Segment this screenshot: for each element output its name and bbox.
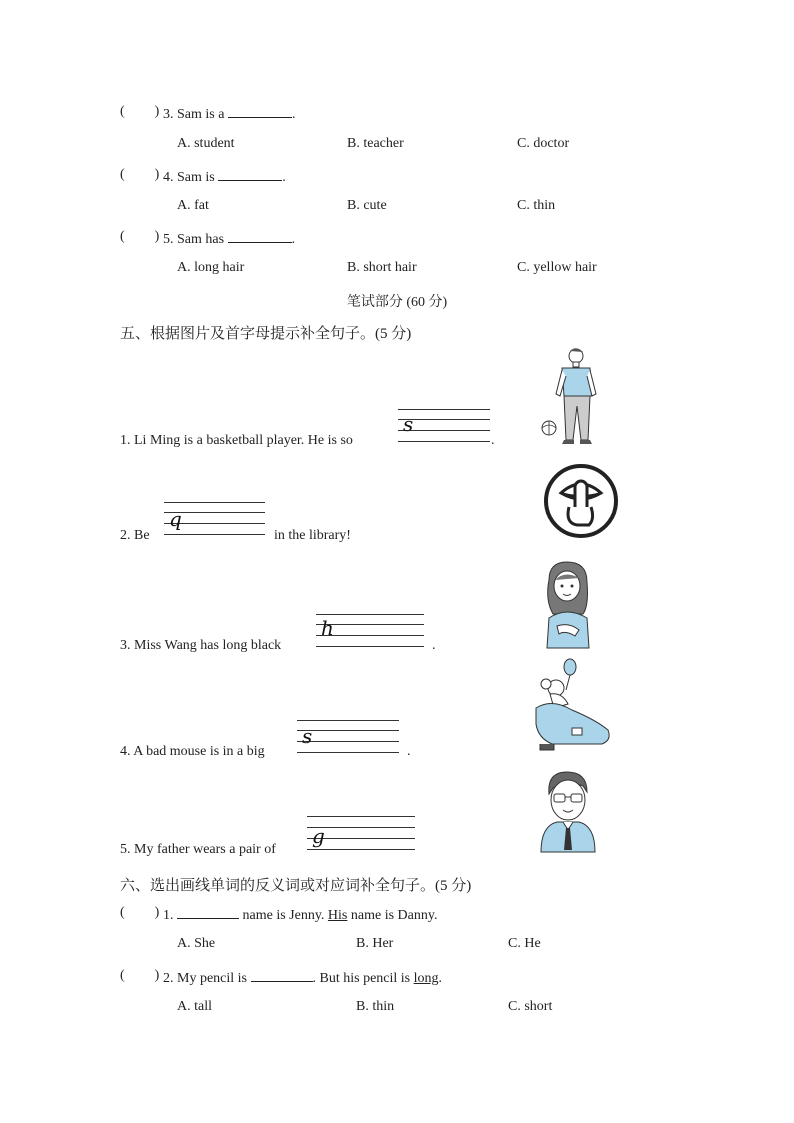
- hint-letter: s: [302, 724, 313, 748]
- answer-paren[interactable]: ( ): [120, 968, 160, 983]
- four-line-writing-box[interactable]: [398, 409, 490, 442]
- option-a[interactable]: A. tall: [177, 999, 212, 1014]
- answer-blank[interactable]: [177, 905, 239, 919]
- question-stem: 1. name is Jenny. His name is Danny.: [163, 905, 437, 924]
- answer-blank[interactable]: [228, 229, 292, 243]
- question-stem: 4. Sam is .: [163, 167, 286, 186]
- hint-letter: h: [321, 616, 334, 640]
- answer-paren[interactable]: ( ): [120, 104, 160, 119]
- option-c[interactable]: C. short: [508, 999, 553, 1014]
- long-hair-woman-picture: [535, 560, 597, 650]
- option-b[interactable]: B. cute: [347, 198, 387, 213]
- question-stem: 3. Sam is a .: [163, 104, 295, 123]
- option-b[interactable]: B. thin: [356, 999, 395, 1014]
- option-b[interactable]: B. short hair: [347, 260, 417, 275]
- option-c[interactable]: C. He: [508, 936, 541, 951]
- sentence-text: 3. Miss Wang has long black: [120, 638, 282, 653]
- underlined-word: His: [327, 908, 348, 923]
- section-5-title: 五、根据图片及首字母提示补全句子。(5 分): [120, 326, 412, 342]
- option-b[interactable]: B. teacher: [347, 136, 404, 151]
- sentence-text: 4. A bad mouse is in a big: [120, 744, 265, 759]
- sentence-text: 5. My father wears a pair of: [120, 842, 276, 857]
- option-a[interactable]: A. student: [177, 136, 235, 151]
- option-a[interactable]: A. She: [177, 936, 216, 951]
- answer-paren[interactable]: ( ): [120, 167, 160, 182]
- hint-letter: s: [403, 412, 414, 436]
- answer-paren[interactable]: ( ): [120, 229, 160, 244]
- answer-blank[interactable]: [218, 167, 282, 181]
- written-section-header: 笔试部分 (60 分): [346, 295, 448, 310]
- answer-blank[interactable]: [228, 104, 292, 118]
- section-6-title: 六、选出画线单词的反义词或对应词补全句子。(5 分): [120, 878, 472, 894]
- sentence-text: 1. Li Ming is a basketball player. He is so: [120, 433, 353, 448]
- man-with-glasses-picture: [537, 768, 599, 854]
- underlined-word: long: [413, 971, 439, 986]
- hint-letter: g: [312, 824, 325, 848]
- tall-man-with-ball-picture: [540, 346, 600, 446]
- option-a[interactable]: A. fat: [177, 198, 209, 213]
- sentence-text: 2. Be: [120, 528, 150, 543]
- answer-blank[interactable]: [251, 968, 313, 982]
- option-b[interactable]: B. Her: [356, 936, 394, 951]
- answer-paren[interactable]: ( ): [120, 905, 160, 920]
- mouse-in-shoe-picture: [532, 658, 614, 754]
- option-c[interactable]: C. yellow hair: [517, 260, 597, 275]
- option-c[interactable]: C. thin: [517, 198, 556, 213]
- hint-letter: q: [169, 507, 182, 531]
- question-stem: 5. Sam has .: [163, 229, 295, 248]
- four-line-writing-box[interactable]: [307, 816, 415, 850]
- four-line-writing-box[interactable]: [164, 502, 265, 535]
- option-a[interactable]: A. long hair: [177, 260, 245, 275]
- quiet-sign-picture: [543, 463, 619, 539]
- option-c[interactable]: C. doctor: [517, 136, 570, 151]
- four-line-writing-box[interactable]: [297, 720, 399, 753]
- question-stem: 2. My pencil is . But his pencil is long.: [163, 968, 442, 987]
- four-line-writing-box[interactable]: [316, 614, 424, 647]
